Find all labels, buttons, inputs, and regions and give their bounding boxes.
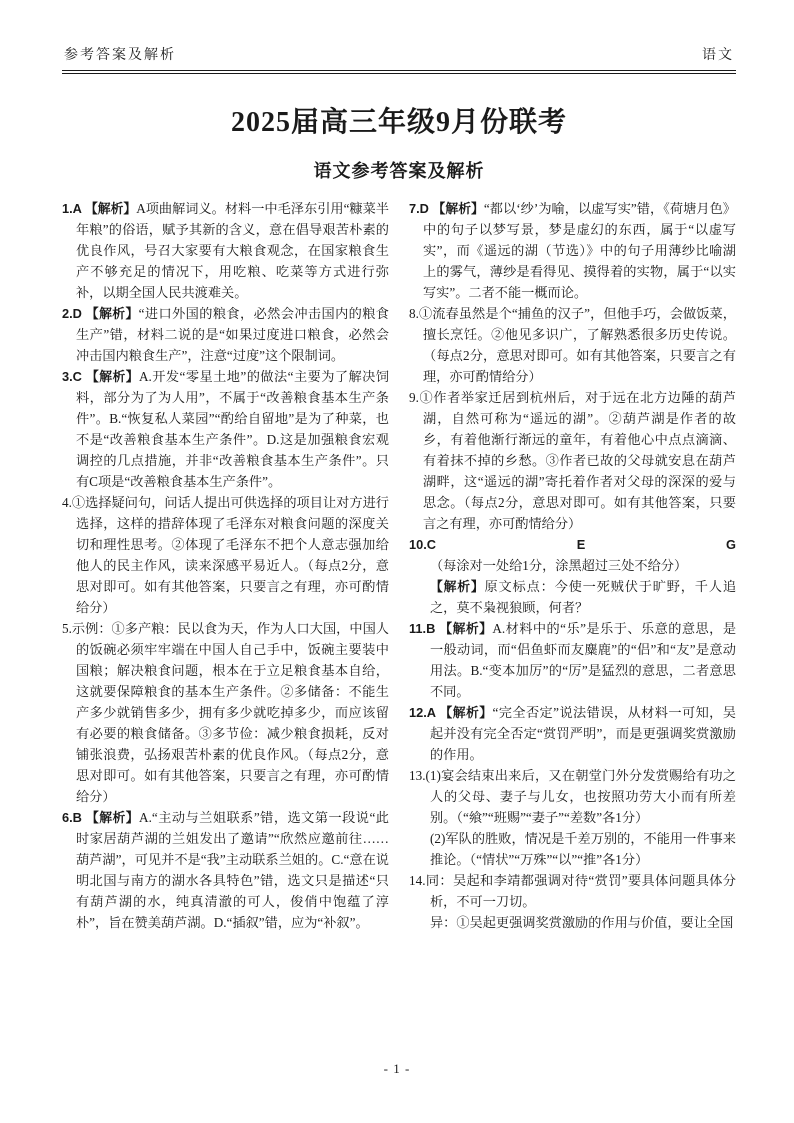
answer-text: 原文标点：今使一死贼伏于旷野，千人追之，莫不枭视狼顾，何者？ (430, 579, 737, 615)
answer-item-1 (62, 198, 389, 303)
answer-item-4 (62, 492, 389, 618)
right-column (409, 198, 736, 933)
answer-number: 10.C E G (409, 537, 736, 552)
answer-text: A.材料中的“乐”是乐于、乐意的意思，是一般动词，而“侣鱼虾而友麋鹿”的“侣”和“友”是意动用法。B.“变本加厉”的“厉”是猛烈的意思，二者意思不同。 (430, 621, 737, 699)
answer-text: ①选择疑问句，问话人提出可供选择的项目让对方进行选择，这样的措辞体现了毛泽东对粮食问题的深度关切和理性思考。②体现了毛泽东不把个人意志强加给他人的民主作风，读来深感平易近人。（每点2分，意思对即可。如有其他答案，只要言之有理，亦可酌情给分） (71, 495, 389, 615)
answer-item-14 (409, 870, 736, 933)
left-column (62, 198, 389, 933)
answer-item-3 (62, 366, 389, 492)
answer-paragraph (409, 198, 736, 303)
answer-text: ①作者举家迁居到杭州后，对于远在北方边陲的葫芦湖，自然可称为“遥远的湖”。②葫芦湖是作者的故乡，有着他渐行渐远的童年，有着他心中点点滴滴、有着抹不掉的乡愁。③作者已故的父母就安息在葫芦湖畔，这“遥远的湖”寄托着作者对父母的深深的爱与思念。（每点2分，意思对即可。如有其他答案，只要言之有理，亦可酌情给分） (418, 390, 736, 531)
answer-columns (62, 198, 736, 933)
answer-text: “完全否定”说法错误，从材料一可知，吴起并没有完全否定“赏罚严明”，而是更强调奖赏激励的作用。 (430, 705, 736, 762)
answer-number: 9. (409, 390, 419, 405)
page-number: - 1 - (383, 1061, 411, 1076)
answer-paragraph (409, 870, 736, 912)
answer-text: (2)军队的胜败，情况是千差万别的，不能用一件事来推论。（“情状”“万殊”“以”“推”各1分） (430, 831, 736, 867)
answer-paragraph (62, 492, 389, 618)
answer-number: 7.D (409, 201, 433, 216)
answer-item-6 (62, 807, 389, 933)
answer-number: 11.B (409, 621, 440, 636)
answer-number: 2.D (62, 306, 86, 321)
analysis-tag: 【解析】 (432, 201, 484, 216)
answer-paragraph (62, 303, 389, 366)
answer-paragraph (62, 618, 389, 807)
answer-item-12 (409, 702, 736, 765)
answer-item-7 (409, 198, 736, 303)
answer-number: 14. (409, 873, 426, 888)
answer-number: 1.A (62, 201, 85, 216)
analysis-tag: 【解析】 (85, 306, 139, 321)
answer-number: 8. (409, 306, 419, 321)
answer-item-2 (62, 303, 389, 366)
answer-paragraph (62, 366, 389, 492)
answer-paragraph (409, 702, 736, 765)
answer-number: 13. (409, 768, 426, 783)
answer-paragraph (409, 912, 736, 933)
page-header (62, 44, 736, 70)
answer-number: 12.A (409, 705, 440, 720)
answer-text: 示例：①多产粮：民以食为天，作为人口大国，中国人的饭碗必须牢牢端在中国人自己手中，饭碗主要装中国粮；解决粮食问题，根本在于立足粮食基本自给，这就要保障粮食的基本生产条件。②多储备：不能生产多少就销售多少，拥有多少就吃掉多少，而应该留有必要的粮食储备。③多节俭：减少粮食损耗，反对铺张浪费，弘扬艰苦朴素的优良作风。（每点2分，意思对即可。如有其他答案，只要言之有理，亦可酌情给分） (71, 621, 389, 804)
answer-item-5 (62, 618, 389, 807)
answer-item-11 (409, 618, 736, 702)
answer-paragraph (409, 618, 736, 702)
answer-key-subtitle: 语文参考答案及解析 (313, 161, 485, 181)
answer-text: “都以‘纱’为喻，以虚写实”错，《荷塘月色》中的句子以梦写景，梦是虚幻的东西，属于“以虚写实”，而《遥远的湖（节选）》中的句子用薄纱比喻湖上的雾气，薄纱是看得见、摸得着的实物，属于“以实写实”。二者不能一概而论。 (423, 201, 736, 300)
answer-number: 6.B (62, 810, 86, 825)
answer-paragraph (409, 303, 736, 387)
answer-text: (1)宴会结束出来后，又在朝堂门外分发赏赐给有功之人的父母、妻子与儿女，也按照功劳大小而有所差别。（“飨”“班赐”“妻子”“差数”各1分） (425, 768, 736, 825)
analysis-tag: 【解析】 (85, 201, 137, 216)
answer-text: A.开发“零星土地”的做法“主要为了解决饲料，部分为了为人用”，不属于“改善粮食基本生产条件”。B.“恢复私人菜园”“酌给自留地”是为了种菜，也不是“改善粮食基本生产条件”。D.这是加强粮食宏观调控的几点措施，并非“改善粮食基本生产条件”。只有C项是“改善粮食基本生产条件”。 (76, 369, 389, 489)
answer-item-13 (409, 765, 736, 870)
analysis-tag: 【解析】 (85, 369, 139, 384)
header-double-rule (62, 70, 736, 74)
answer-paragraph (409, 576, 736, 618)
analysis-tag: 【解析】 (439, 705, 493, 720)
answer-item-8 (409, 303, 736, 387)
analysis-tag: 【解析】 (439, 621, 493, 636)
answer-item-10 (409, 534, 736, 618)
answer-item-9 (409, 387, 736, 534)
answer-number: 4. (62, 495, 72, 510)
answer-text: A项曲解词义。材料一中毛泽东引用“糠菜半年粮”的俗语，赋予其新的含义，意在倡导艰苦朴素的优良作风，号召大家要有大粮食观念，在国家粮食生产不够充足的情况下，用吃粮、吃菜等方式进行弥补，以期全国人民共渡难关。 (76, 201, 389, 300)
exam-title: 2025届高三年级9月份联考 (230, 107, 567, 138)
answer-paragraph (62, 198, 389, 303)
answer-text: 异：①吴起更强调奖赏激励的作用与价值，要让全国 (430, 915, 734, 930)
analysis-tag: 【解析】 (85, 810, 140, 825)
answer-paragraph (62, 807, 389, 933)
answer-number: 3.C (62, 369, 86, 384)
answer-paragraph (409, 828, 736, 870)
page-footer (0, 1061, 794, 1077)
header-left-label: 参考答案及解析 (64, 48, 176, 63)
header-subject-label: 语文 (702, 48, 734, 63)
answer-text: （每涂对一处给1分，涂黑超过三处不给分） (430, 558, 688, 573)
answer-text: A.“主动与兰姐联系”错，选文第一段说“此时家居葫芦湖的兰姐发出了邀请”“欣然应邀前往……葫芦湖”，可见并不是“我”主动联系兰姐的。C.“意在说明北国与南方的湖水各具特色”错，选文只是描述“只有葫芦湖的水，纯真清澈的可人，俊俏中饱蕴了淳朴”，旨在赞美葫芦湖。D.“插叙”错，应为“补叙”。 (76, 810, 389, 930)
answer-paragraph (409, 534, 736, 576)
answer-paragraph (409, 765, 736, 828)
analysis-tag: 【解析】 (430, 579, 485, 594)
answer-number: 5. (62, 621, 72, 636)
answer-text: ①流春虽然是个“捕鱼的汉子”，但他手巧，会做饭菜，擅长烹饪。②他见多识广，了解熟悉很多历史传说。（每点2分，意思对即可。如有其他答案，只要言之有理，亦可酌情给分） (418, 306, 736, 384)
answer-text: 同：吴起和李靖都强调对待“赏罚”要具体问题具体分析，不可一刀切。 (425, 873, 736, 909)
answer-paragraph (409, 387, 736, 534)
answer-text: “进口外国的粮食，必然会冲击国内的粮食生产”错，材料二说的是“如果过度进口粮食，必然会冲击国内粮食生产”，注意“过度”这个限制词。 (76, 306, 389, 363)
